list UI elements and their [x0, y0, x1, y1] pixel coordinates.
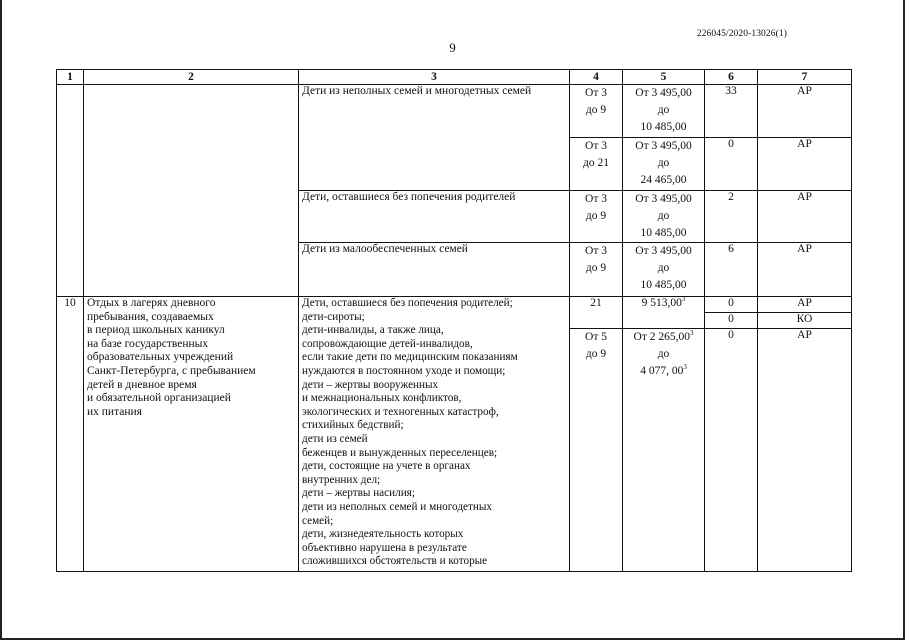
service-line: детей в дневное время [87, 378, 197, 391]
price-from [626, 329, 701, 346]
price-cell [623, 243, 705, 297]
category-cell [299, 243, 570, 297]
services-table [56, 69, 852, 572]
age-to: до 9 [585, 348, 607, 360]
price-value: 4 077, 00 [640, 365, 684, 377]
price-from: От 3 495,00 [635, 140, 692, 152]
service-cell [84, 85, 299, 297]
count-cell: 2 [705, 191, 758, 243]
count-cell: 33 [705, 85, 758, 138]
price-to: 10 485,00 [640, 121, 687, 133]
price-to: 10 485,00 [640, 279, 687, 291]
document-number: 226045/2020-13026(1) [696, 29, 787, 39]
category-line: объективно нарушена в результате [302, 541, 467, 554]
category-line: стихийных бедствий; [302, 419, 404, 432]
service-line: их питания [87, 405, 142, 418]
type-cell: АР [758, 85, 852, 138]
type-cell: АР [758, 329, 852, 572]
column-header: 1 [57, 70, 84, 85]
category-line: сопровождающие детей-инвалидов, [302, 337, 473, 350]
footnote-mark: 3 [681, 296, 686, 304]
age-from: От 3 [585, 245, 607, 257]
table-row [57, 297, 852, 313]
category-text: Дети, оставшиеся без попечения родителей [302, 191, 516, 203]
age-cell: 21 [570, 297, 623, 329]
count-cell: 0 [705, 329, 758, 572]
category-line: нуждаются в постоянном уходе и помощи; [302, 364, 506, 377]
type-cell: АР [758, 243, 852, 297]
price-from: От 3 495,00 [635, 245, 692, 257]
age-to: до 9 [585, 262, 607, 274]
age-cell [570, 85, 623, 138]
category-line: если такие дети по медицинским показаниям [302, 351, 518, 364]
price-to: 10 485,00 [640, 227, 687, 239]
price-cell [623, 138, 705, 191]
age-to: до 21 [583, 157, 609, 169]
column-header: 6 [705, 70, 758, 85]
price-sep: до [657, 210, 670, 222]
type-cell: АР [758, 297, 852, 313]
age-from: От 3 [585, 140, 607, 152]
service-line: Санкт-Петербурга, с пребыванием [87, 364, 256, 377]
category-line: дети-инвалиды, а также лица, [302, 324, 444, 337]
age-cell [570, 138, 623, 191]
category-text: Дети из малообеспеченных семей [302, 243, 468, 255]
age-to: до 9 [585, 210, 607, 222]
column-header: 3 [299, 70, 570, 85]
price-cell [623, 85, 705, 138]
age-cell [570, 191, 623, 243]
category-text: Дети из неполных семей и многодетных семей [302, 85, 532, 97]
age-cell [570, 329, 623, 572]
row-number-cell: 10 [57, 297, 84, 572]
category-line: и межнациональных конфликтов, [302, 392, 462, 405]
price-from: От 3 495,00 [635, 87, 692, 99]
age-cell [570, 243, 623, 297]
category-line: внутренних дел; [302, 473, 381, 486]
category-line: дети из неполных семей и многодетных [302, 500, 492, 513]
service-line: на базе государственных [87, 337, 209, 350]
column-header: 7 [758, 70, 852, 85]
scan-border-left [0, 0, 2, 640]
service-line: Отдых в лагерях дневного [87, 297, 216, 309]
table-header-row [57, 70, 852, 85]
footnote-mark: 3 [683, 363, 687, 372]
category-line: сложившихся обстоятельств и которые [302, 555, 488, 568]
age-from: От 5 [585, 331, 607, 343]
count-cell: 0 [705, 313, 758, 329]
age-from: От 3 [585, 87, 607, 99]
type-cell: АР [758, 191, 852, 243]
price-to [626, 363, 701, 380]
price-cell [623, 329, 705, 572]
column-header: 2 [84, 70, 299, 85]
price-to: 24 465,00 [640, 174, 687, 186]
table-row [57, 85, 852, 138]
category-cell [299, 191, 570, 243]
age-from: От 3 [585, 193, 607, 205]
service-line: пребывания, создаваемых [87, 310, 214, 323]
price-value: 9 513,00 [641, 297, 682, 309]
age-to: до 9 [585, 104, 607, 116]
service-line: образовательных учреждений [87, 351, 234, 364]
count-cell: 0 [705, 297, 758, 313]
category-line: дети из семей [302, 432, 368, 445]
category-cell [299, 297, 570, 572]
category-line: беженцев и вынужденных переселенцев; [302, 446, 498, 459]
price-sep: до [657, 104, 670, 116]
type-cell: КО [758, 313, 852, 329]
category-cell [299, 85, 570, 191]
column-header: 5 [623, 70, 705, 85]
category-line: дети, состоящие на учете в органах [302, 460, 471, 473]
category-line: дети – жертвы вооруженных [302, 378, 439, 391]
price-value: От 2 265,00 [633, 331, 690, 343]
price-cell [623, 191, 705, 243]
price-from: От 3 495,00 [635, 193, 692, 205]
price-sep: до [657, 262, 670, 274]
category-line: Дети, оставшиеся без попечения родителей; [302, 297, 513, 309]
row-number-cell [57, 85, 84, 297]
category-line: семей; [302, 514, 334, 527]
price-sep: до [657, 157, 670, 169]
count-cell: 6 [705, 243, 758, 297]
price-cell [623, 297, 705, 329]
type-cell: АР [758, 138, 852, 191]
service-cell [84, 297, 299, 572]
count-cell: 0 [705, 138, 758, 191]
category-line: дети – жертвы насилия; [302, 487, 415, 500]
category-line: дети, жизнедеятельность которых [302, 528, 464, 541]
price-sep: до [657, 348, 670, 360]
page-number: 9 [449, 40, 456, 55]
footnote-mark: 3 [689, 329, 694, 338]
column-header: 4 [570, 70, 623, 85]
service-line: и обязательной организацией [87, 392, 231, 405]
category-line: экологических и техногенных катастроф, [302, 405, 499, 418]
service-line: в период школьных каникул [87, 324, 225, 337]
category-line: дети-сироты; [302, 310, 365, 323]
